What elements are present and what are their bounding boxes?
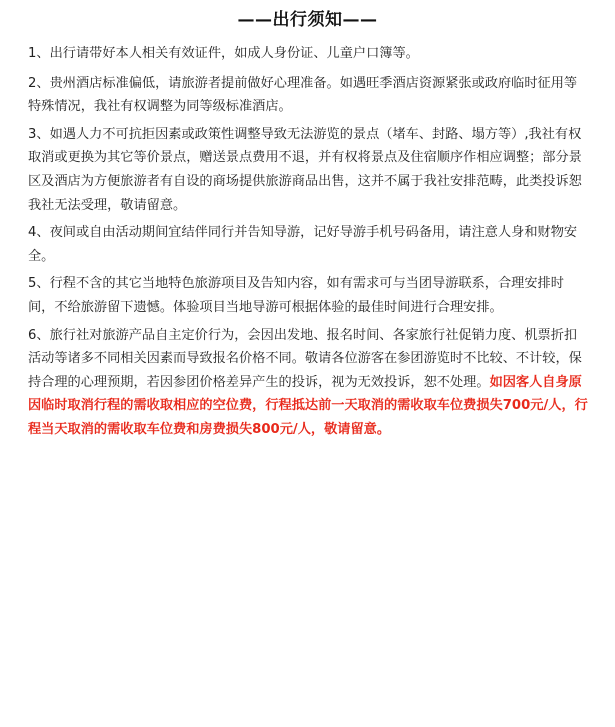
notice-item-5: 5、行程不含的其它当地特色旅游项目及告知内容，如有需求可与当团导游联系，合理安排时间，不给旅游留下遗憾。体验项目当地导游可根据体验的最佳时间进行合理安排。: [28, 276, 564, 315]
notice-item-6-text: 6、旅行社对旅游产品自主定价行为，会因出发地、报名时间、各家旅行社促销力度、机票折扣活动等诸多不同相关因素而导致报名价格不同。敬请各位游客在参团游览时不比较、不计较，保持合理的心理预期，若因参团价格差异产生的投诉，视为无效投诉，恕不处理。: [28, 327, 582, 390]
cancellation-fee-warning: 如因客人自身原因临时取消行程的需收取相应的空位费，行程抵达前一天取消的需收取车位费损失700元/人，行程当天取消的需收取车位费和房费损失800元/人，敬请留意。: [28, 374, 588, 437]
notice-item-6: [28, 324, 588, 442]
notice-item-2: 2、贵州酒店标准偏低，请旅游者提前做好心理准备。如遇旺季酒店资源紧张或政府临时征用等特殊情况，我社有权调整为同等级标准酒店。: [28, 75, 578, 115]
notice-item-4: 4、夜间或自由活动期间宜结伴同行并告知导游，记好导游手机号码备用，请注意人身和财物安全。: [28, 225, 578, 264]
notice-content: [28, 42, 588, 446]
notice-item-1: 1、出行请带好本人相关有效证件，如成人身份证、儿童户口簿等。: [28, 46, 419, 61]
notice-title: ——出行须知——: [237, 10, 378, 30]
notice-item-3: 3、如遇人力不可抗拒因素或政策性调整导致无法游览的景点（堵车、封路、塌方等）,我社有权取消或更换为其它等价景点，赠送景点费用不退，并有权将景点及住宿顺序作相应调整；部分景区及酒店为方便旅游者有自设的商场提供旅游商品出售，这并不属于我社安排范畴，此类投诉恕我社无法受理，敬请留意。: [28, 126, 582, 213]
